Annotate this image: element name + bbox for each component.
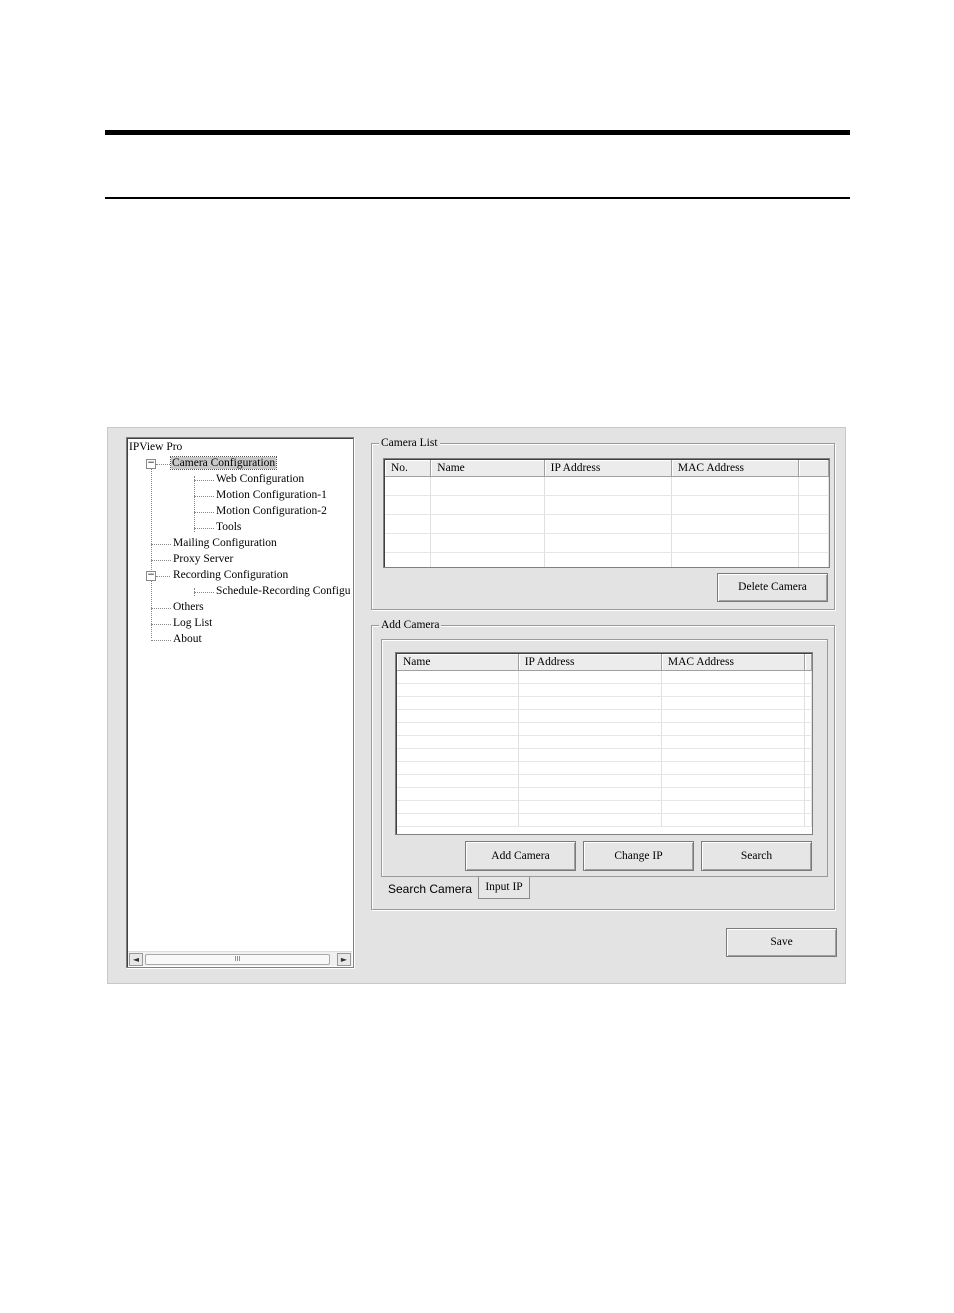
column-header-mac-address[interactable]: MAC Address bbox=[671, 460, 798, 477]
tree-root-ipview-pro[interactable]: IPView Pro bbox=[129, 441, 183, 453]
tree-item-log-list[interactable]: Log List bbox=[173, 617, 213, 629]
tree-connector bbox=[156, 576, 170, 577]
tree-item-mailing-configuration[interactable]: Mailing Configuration bbox=[173, 537, 277, 549]
column-header-mac-address[interactable]: MAC Address bbox=[661, 654, 804, 671]
tree-connector bbox=[194, 480, 214, 481]
tree-connector bbox=[151, 544, 171, 545]
tree-connector bbox=[156, 464, 170, 465]
tree-connector bbox=[151, 460, 152, 638]
tree-connector bbox=[151, 624, 171, 625]
table-row[interactable] bbox=[397, 749, 812, 762]
config-tree[interactable] bbox=[126, 437, 354, 968]
table-row[interactable] bbox=[385, 477, 829, 496]
tree-item-others[interactable]: Others bbox=[173, 601, 204, 613]
tree-item-recording-configuration[interactable]: Recording Configuration bbox=[173, 569, 289, 581]
scroll-right-icon[interactable]: ► bbox=[337, 953, 351, 966]
table-row[interactable] bbox=[397, 788, 812, 801]
tree-item-about[interactable]: About bbox=[173, 633, 202, 645]
column-header-name[interactable]: Name bbox=[431, 460, 544, 477]
column-header-ip-address[interactable]: IP Address bbox=[518, 654, 661, 671]
table-row[interactable] bbox=[397, 775, 812, 788]
tree-connector bbox=[151, 640, 171, 641]
search-button[interactable]: Search bbox=[701, 841, 812, 871]
tree-item-motion-configuration-2[interactable]: Motion Configuration-2 bbox=[216, 505, 327, 517]
tree-item-schedule-recording[interactable]: Schedule-Recording Configu bbox=[216, 585, 351, 597]
tree-connector bbox=[194, 528, 214, 529]
table-row[interactable] bbox=[385, 515, 829, 534]
table-row[interactable] bbox=[397, 684, 812, 697]
table-row[interactable] bbox=[397, 736, 812, 749]
table-row[interactable] bbox=[397, 697, 812, 710]
table-row[interactable] bbox=[385, 496, 829, 515]
column-header-name[interactable]: Name bbox=[397, 654, 518, 671]
tree-connector bbox=[151, 608, 171, 609]
table-row[interactable] bbox=[397, 723, 812, 736]
add-camera-group bbox=[371, 619, 835, 910]
search-results-grid[interactable] bbox=[395, 652, 813, 835]
tree-item-proxy-server[interactable]: Proxy Server bbox=[173, 553, 234, 565]
tab-search-camera[interactable]: Search Camera bbox=[388, 882, 473, 896]
tree-connector bbox=[194, 476, 195, 532]
search-camera-tab-page bbox=[381, 639, 828, 877]
tree-connector bbox=[194, 512, 214, 513]
tree-item-web-configuration[interactable]: Web Configuration bbox=[216, 473, 305, 485]
column-header-ip-address[interactable]: IP Address bbox=[544, 460, 671, 477]
scroll-thumb[interactable]: III bbox=[145, 954, 330, 965]
table-row[interactable] bbox=[397, 710, 812, 723]
scroll-left-icon[interactable]: ◄ bbox=[129, 953, 143, 966]
collapse-icon[interactable]: − bbox=[147, 570, 155, 580]
column-header-filler bbox=[799, 460, 829, 477]
camera-list-title: Camera List bbox=[381, 437, 438, 449]
table-row[interactable] bbox=[397, 814, 812, 827]
ipview-config-window bbox=[107, 427, 846, 984]
change-ip-button[interactable]: Change IP bbox=[583, 841, 694, 871]
tree-connector bbox=[194, 496, 214, 497]
table-row[interactable] bbox=[397, 801, 812, 814]
header-rule-thin bbox=[105, 197, 850, 199]
save-button[interactable]: Save bbox=[726, 928, 837, 957]
table-row[interactable] bbox=[385, 534, 829, 553]
collapse-icon[interactable]: − bbox=[147, 458, 155, 468]
table-row[interactable] bbox=[385, 553, 829, 569]
tree-horizontal-scrollbar[interactable] bbox=[128, 951, 352, 966]
tree-connector bbox=[194, 592, 214, 593]
tree-connector bbox=[151, 560, 171, 561]
delete-camera-button[interactable]: Delete Camera bbox=[717, 573, 828, 602]
table-row[interactable] bbox=[397, 671, 812, 684]
tree-item-motion-configuration-1[interactable]: Motion Configuration-1 bbox=[216, 489, 327, 501]
table-row[interactable] bbox=[397, 762, 812, 775]
column-header-filler bbox=[804, 654, 811, 671]
header-rule-thick bbox=[105, 130, 850, 135]
camera-list-grid[interactable] bbox=[383, 458, 830, 568]
column-header-no[interactable]: No. bbox=[385, 460, 431, 477]
tab-input-ip[interactable]: Input IP bbox=[478, 877, 530, 899]
add-camera-title: Add Camera bbox=[381, 619, 440, 631]
tree-item-camera-configuration[interactable]: Camera Configuration bbox=[172, 457, 276, 469]
camera-list-group bbox=[371, 437, 835, 610]
add-camera-button[interactable]: Add Camera bbox=[465, 841, 576, 871]
tree-item-tools[interactable]: Tools bbox=[216, 521, 242, 533]
